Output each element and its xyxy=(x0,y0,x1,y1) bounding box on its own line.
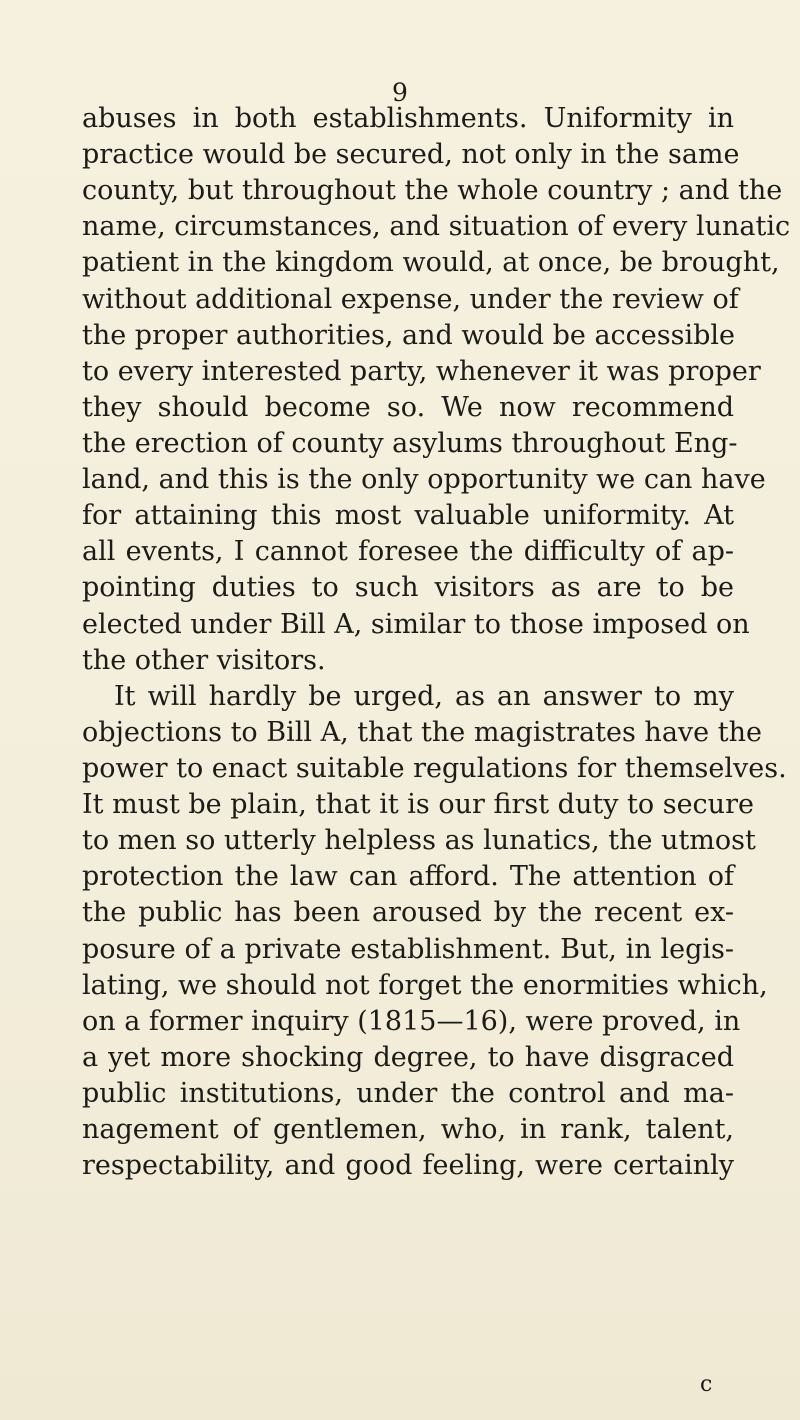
text-line: patient in the kingdom would, at once, be brought, xyxy=(82,247,780,278)
text-line: the other visitors. xyxy=(82,645,326,676)
text-line: posure of a private establishment. But, in legis- xyxy=(82,934,734,965)
text-line: objections to Bill A, that the magistrates have the xyxy=(82,717,762,748)
text-line: county, but throughout the whole country ; and the xyxy=(82,175,783,206)
text-line: nagement of gentlemen, who, in rank, talent, xyxy=(82,1114,734,1145)
paragraph-first-line: It will hardly be urged, as an answer to my xyxy=(114,681,734,712)
text-line: public institutions, under the control and ma- xyxy=(82,1078,734,1109)
text-line: all events, I cannot foresee the difficulty of ap- xyxy=(82,536,734,567)
text-line: the erection of county asylums throughout Eng- xyxy=(82,428,738,459)
text-line: on a former inquiry (1815—16), were proved, in xyxy=(82,1006,741,1037)
text-line: to men so utterly helpless as lunatics, the utmost xyxy=(82,825,756,856)
text-line: respectability, and good feeling, were certainly xyxy=(82,1150,734,1181)
signature-mark: c xyxy=(700,1372,713,1397)
text-line: practice would be secured, not only in the same xyxy=(82,139,740,170)
text-line: pointing duties to such visitors as are to be xyxy=(82,572,734,603)
text-line: the proper authorities, and would be accessible xyxy=(82,320,736,351)
page-number: 9 xyxy=(392,78,408,107)
text-line: they should become so. We now recommend xyxy=(82,392,734,423)
text-line: abuses in both establishments. Uniformity in xyxy=(82,103,734,134)
text-line: power to enact suitable regulations for themselves. xyxy=(82,753,787,784)
text-line: name, circumstances, and situation of every lunatic xyxy=(82,211,791,242)
text-line: for attaining this most valuable uniformity. At xyxy=(82,500,734,531)
text-line: land, and this is the only opportunity we can have xyxy=(82,464,766,495)
text-line: lating, we should not forget the enormities which, xyxy=(82,970,768,1001)
text-line: a yet more shocking degree, to have disgraced xyxy=(82,1042,734,1073)
text-line: the public has been aroused by the recent ex- xyxy=(82,897,734,928)
text-line: without additional expense, under the review of xyxy=(82,284,739,315)
text-line: protection the law can afford. The attention of xyxy=(82,861,734,892)
text-line: to every interested party, whenever it was proper xyxy=(82,356,761,387)
text-line: elected under Bill A, similar to those imposed on xyxy=(82,609,750,640)
text-line: It must be plain, that it is our first duty to secure xyxy=(82,789,754,820)
